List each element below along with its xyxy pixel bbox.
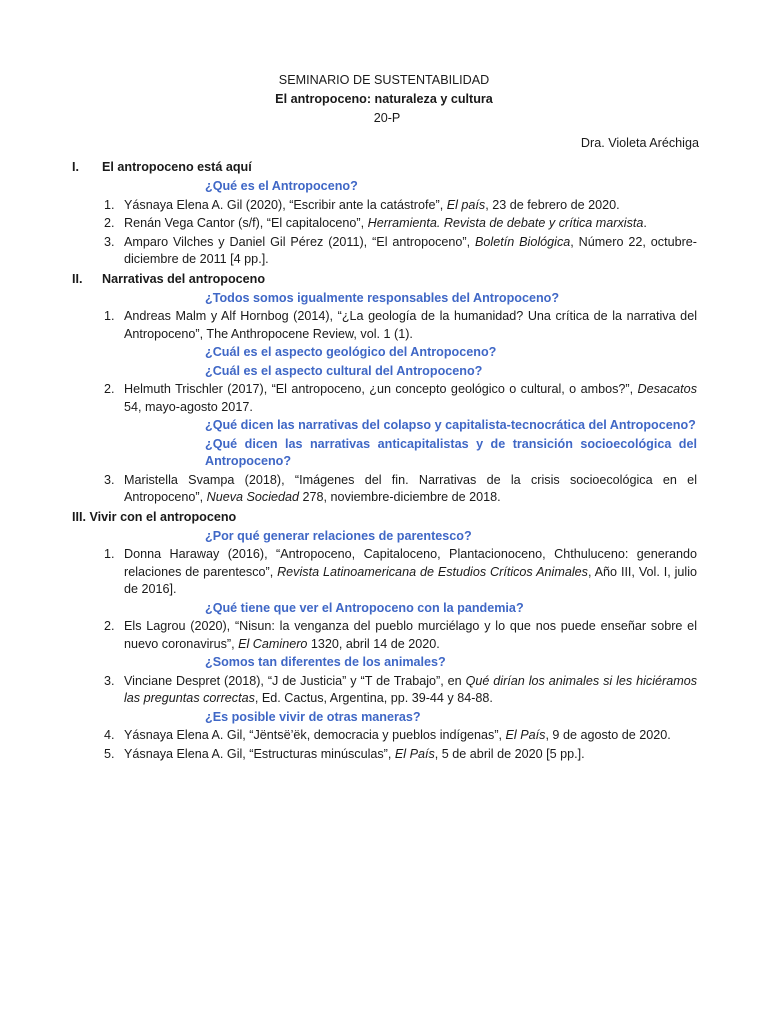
section-number: II. [72, 271, 83, 286]
section-title: Narrativas del antropoceno [102, 271, 266, 286]
reading-item [72, 546, 697, 599]
guiding-question: ¿Por qué generar relaciones de parentesco? [205, 528, 472, 543]
item-number: 4. [104, 728, 115, 742]
item-text: Els Lagrou (2020), “Nisun: la venganza del pueblo murciélago y lo que nos puede enseñar sobre el nuevo coronavirus”, [124, 619, 697, 651]
reading-item [72, 472, 697, 507]
item-text: Helmuth Trischler (2017), “El antropoceno, ¿un concepto geológico o cultural, o ambos?”, [124, 382, 638, 396]
item-text: Yásnaya Elena A. Gil, “Estructuras minúsculas”, [124, 746, 395, 761]
document-header [0, 71, 768, 153]
author-name: Dra. Violeta Aréchiga [580, 136, 699, 150]
item-text: , Año III, Vol. I, julio de 2016]. [124, 564, 698, 596]
reading-item [72, 381, 697, 416]
section-heading [72, 158, 697, 177]
section-heading [72, 270, 697, 289]
reading-item [72, 197, 697, 215]
item-text: Amparo Vilches y Daniel Gil Pérez (2011), “El antropoceno”, [124, 234, 476, 249]
item-text: , 9 de agosto de 2020. [545, 728, 671, 742]
item-number: 5. [104, 746, 115, 761]
item-source: Desacatos [637, 382, 697, 396]
section-heading [72, 508, 697, 527]
item-text: , Ed. Cactus, Argentina, pp. 39-44 y 84-88. [254, 691, 493, 705]
reading-item [72, 618, 697, 653]
guiding-question: ¿Es posible vivir de otras maneras? [205, 709, 421, 724]
item-source: El país [446, 197, 486, 212]
item-number: 2. [104, 216, 115, 230]
reading-item [72, 727, 697, 745]
course-title: El antropoceno: naturaleza y cultura [275, 92, 493, 106]
section-number: I. [72, 160, 79, 174]
item-source: Boletín Biológica [475, 234, 571, 249]
term-code: 20-P [373, 111, 401, 125]
item-source: Qué dirían los animales si les hiciéramos las preguntas correctas [124, 673, 697, 705]
reading-item [72, 673, 697, 708]
reading-item [72, 308, 697, 343]
item-number: 3. [104, 673, 115, 688]
item-text: , Número 22, octubre-diciembre de 2011 [4 pp.]. [124, 234, 697, 266]
item-text: Yásnaya Elena A. Gil (2020), “Escribir ante la catástrofe”, [124, 197, 447, 212]
item-number: 3. [104, 472, 115, 487]
guiding-question: ¿Cuál es el aspecto cultural del Antropoceno? [205, 363, 483, 378]
item-text: , 5 de abril de 2020 [5 pp.]. [434, 746, 585, 761]
guiding-question: ¿Qué dicen las narrativas del colapso y capitalista-tecnocrática del Antropoceno? [205, 418, 696, 432]
reading-item [72, 215, 697, 233]
reading-item [72, 234, 697, 269]
section-number: III. [72, 509, 86, 524]
item-number: 1. [104, 547, 115, 561]
item-source: El País [505, 728, 546, 742]
item-text: Andreas Malm y Alf Hornbog (2014), “¿La geología de la humanidad? Una crítica de la narrativa del Antropoceno”, The Anthropocene Review, vol. 1 (1). [124, 309, 697, 341]
guiding-question: ¿Cuál es el aspecto geológico del Antropoceno? [205, 345, 497, 359]
item-source: El País [394, 746, 435, 761]
item-source: El Caminero [238, 636, 308, 651]
section-title: El antropoceno está aquí [102, 160, 252, 174]
item-text: 1320, abril 14 de 2020. [307, 636, 440, 651]
item-text: Renán Vega Cantor (s/f), “El capitaloceno”, [124, 216, 368, 230]
item-source: Nueva Sociedad [206, 490, 300, 504]
item-text: , 23 de febrero de 2020. [485, 197, 620, 212]
item-text: Yásnaya Elena A. Gil, “Jëntsë’ëk, democracia y pueblos indígenas”, [124, 728, 506, 742]
guiding-question: ¿Qué dicen las narrativas anticapitalistas y de transición socioecológica del Antropoceno? [205, 436, 697, 468]
item-text: 54, mayo-agosto 2017. [124, 399, 253, 414]
item-number: 1. [104, 197, 115, 212]
item-source: Herramienta. Revista de debate y crítica marxista [367, 216, 644, 230]
item-text: Donna Haraway (2016), “Antropoceno, Capitaloceno, Plantacionoceno, Chthuluceno: generando relaciones de parentesco”, [124, 547, 697, 579]
syllabus-content [72, 158, 697, 763]
item-text: Maristella Svampa (2018), “Imágenes del fin. Narrativas de la crisis socioecológica en el Antropoceno”, [124, 472, 697, 504]
guiding-question: ¿Qué tiene que ver el Antropoceno con la pandemia? [205, 600, 524, 615]
item-number: 2. [104, 382, 115, 396]
item-number: 3. [104, 234, 115, 249]
section-title: Vivir con el antropoceno [89, 509, 237, 524]
item-number: 1. [104, 309, 115, 323]
guiding-question: ¿Somos tan diferentes de los animales? [205, 655, 446, 669]
item-number: 2. [104, 619, 115, 633]
item-text: Vinciane Despret (2018), “J de Justicia” y “T de Trabajo”, en [124, 673, 466, 688]
guiding-question: ¿Todos somos igualmente responsables del Antropoceno? [205, 290, 560, 305]
guiding-question: ¿Qué es el Antropoceno? [205, 179, 358, 193]
reading-item [72, 746, 697, 764]
item-source: Revista Latinoamericana de Estudios Críticos Animales [277, 564, 588, 579]
item-text: 278, noviembre-diciembre de 2018. [299, 490, 501, 504]
seminar-heading: SEMINARIO DE SUSTENTABILIDAD [278, 73, 490, 87]
item-text: . [643, 216, 647, 230]
